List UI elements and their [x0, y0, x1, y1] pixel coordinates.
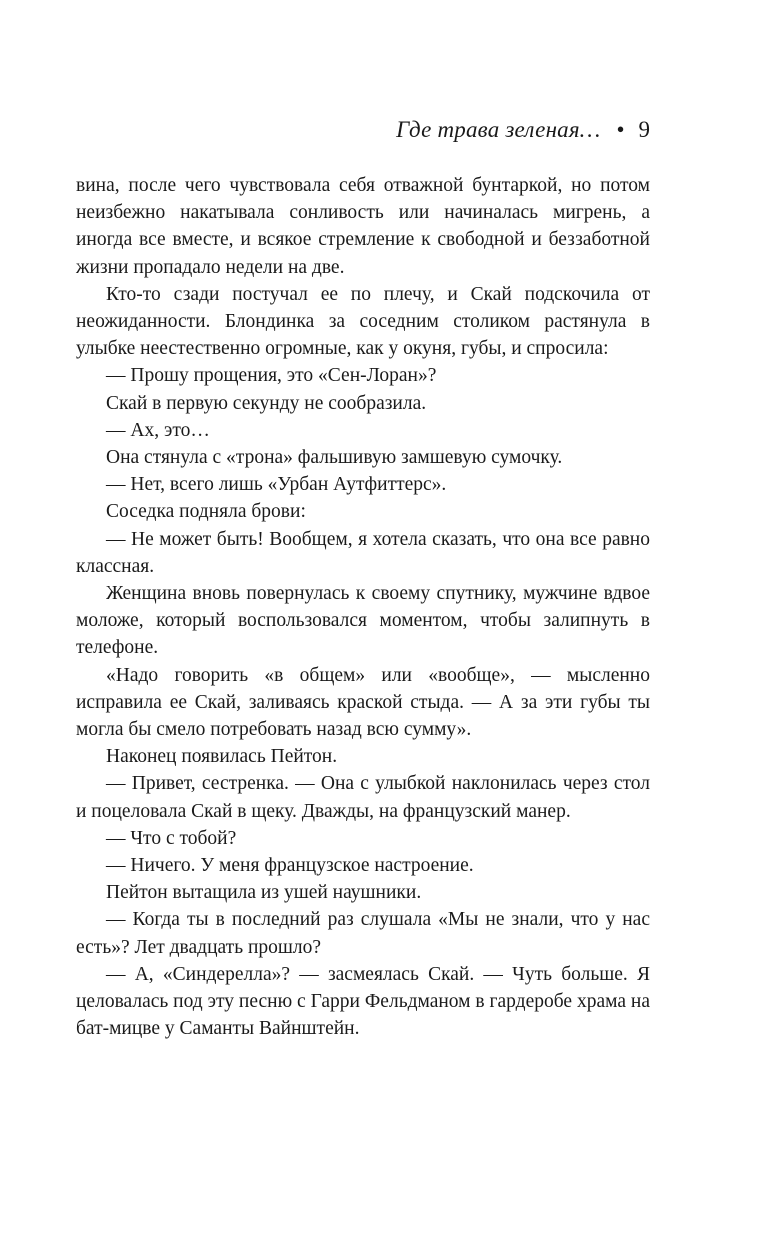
paragraph-12: Наконец появилась Пейтон. — [106, 746, 338, 768]
paragraph-1: вина, после чего чувствовала себя отважной бунтаркой, но потом неизбежно накатывала сонливость или начиналась мигрень, а иногда все вместе, и всякое стремление к свободной и беззаботной жизни пропадало недели на две. — [76, 175, 650, 278]
paragraph-17: — Когда ты в последний раз слушала «Мы не знали, что у нас есть»? Лет двадцать прошло? — [76, 909, 650, 958]
paragraph-3: — Прошу прощения, это «Сен-Лоран»? — [106, 365, 437, 387]
paragraph-5: — Ах, это… — [106, 419, 210, 441]
paragraph-8: Соседка подняла брови: — [106, 501, 306, 523]
body-text — [76, 172, 650, 1043]
page-number: 9 — [638, 117, 650, 142]
running-head — [396, 116, 650, 144]
running-head-bullet: • — [616, 117, 625, 142]
paragraph-10: Женщина вновь повернулась к своему спутнику, мужчине вдвое моложе, который воспользовался моментом, чтобы залипнуть в телефоне. — [76, 583, 650, 659]
paragraph-11: «Надо говорить «в общем» или «вообще», — мысленно исправила ее Скай, заливаясь краской стыда. — А за эти губы ты могла бы смело потребовать назад всю сумму». — [76, 664, 650, 741]
paragraph-6: Она стянула с «трона» фальшивую замшевую сумочку. — [106, 447, 563, 469]
paragraph-7: — Нет, всего лишь «Урбан Аутфиттерс». — [106, 474, 447, 496]
paragraph-2: Кто-то сзади постучал ее по плечу, и Скай подскочила от неожиданности. Блондинка за соседним столиком растянула в улыбке неестественно огромные, как у окуня, губы, и спросила: — [76, 283, 650, 360]
paragraph-9: — Не может быть! Вообщем, я хотела сказать, что она все равно классная. — [76, 528, 650, 577]
paragraph-16: Пейтон вытащила из ушей наушники. — [106, 882, 422, 904]
paragraph-14: — Что с тобой? — [106, 827, 237, 849]
paragraph-4: Скай в первую секунду не сообразила. — [106, 392, 427, 414]
paragraph-13: — Привет, сестренка. — Она с улыбкой наклонилась через стол и поцеловала Скай в щеку. Дважды, на французский манер. — [76, 773, 650, 822]
book-page — [76, 0, 650, 1241]
paragraph-15: — Ничего. У меня французское настроение. — [106, 855, 474, 877]
paragraph-18: — А, «Синдерелла»? — засмеялась Скай. — Чуть больше. Я целовалась под эту песню с Гарри Фельдманом в гардеробе храма на бат-мицве у Саманты Вайнштейн. — [76, 963, 650, 1040]
running-head-title: Где трава зеленая… — [396, 117, 601, 142]
